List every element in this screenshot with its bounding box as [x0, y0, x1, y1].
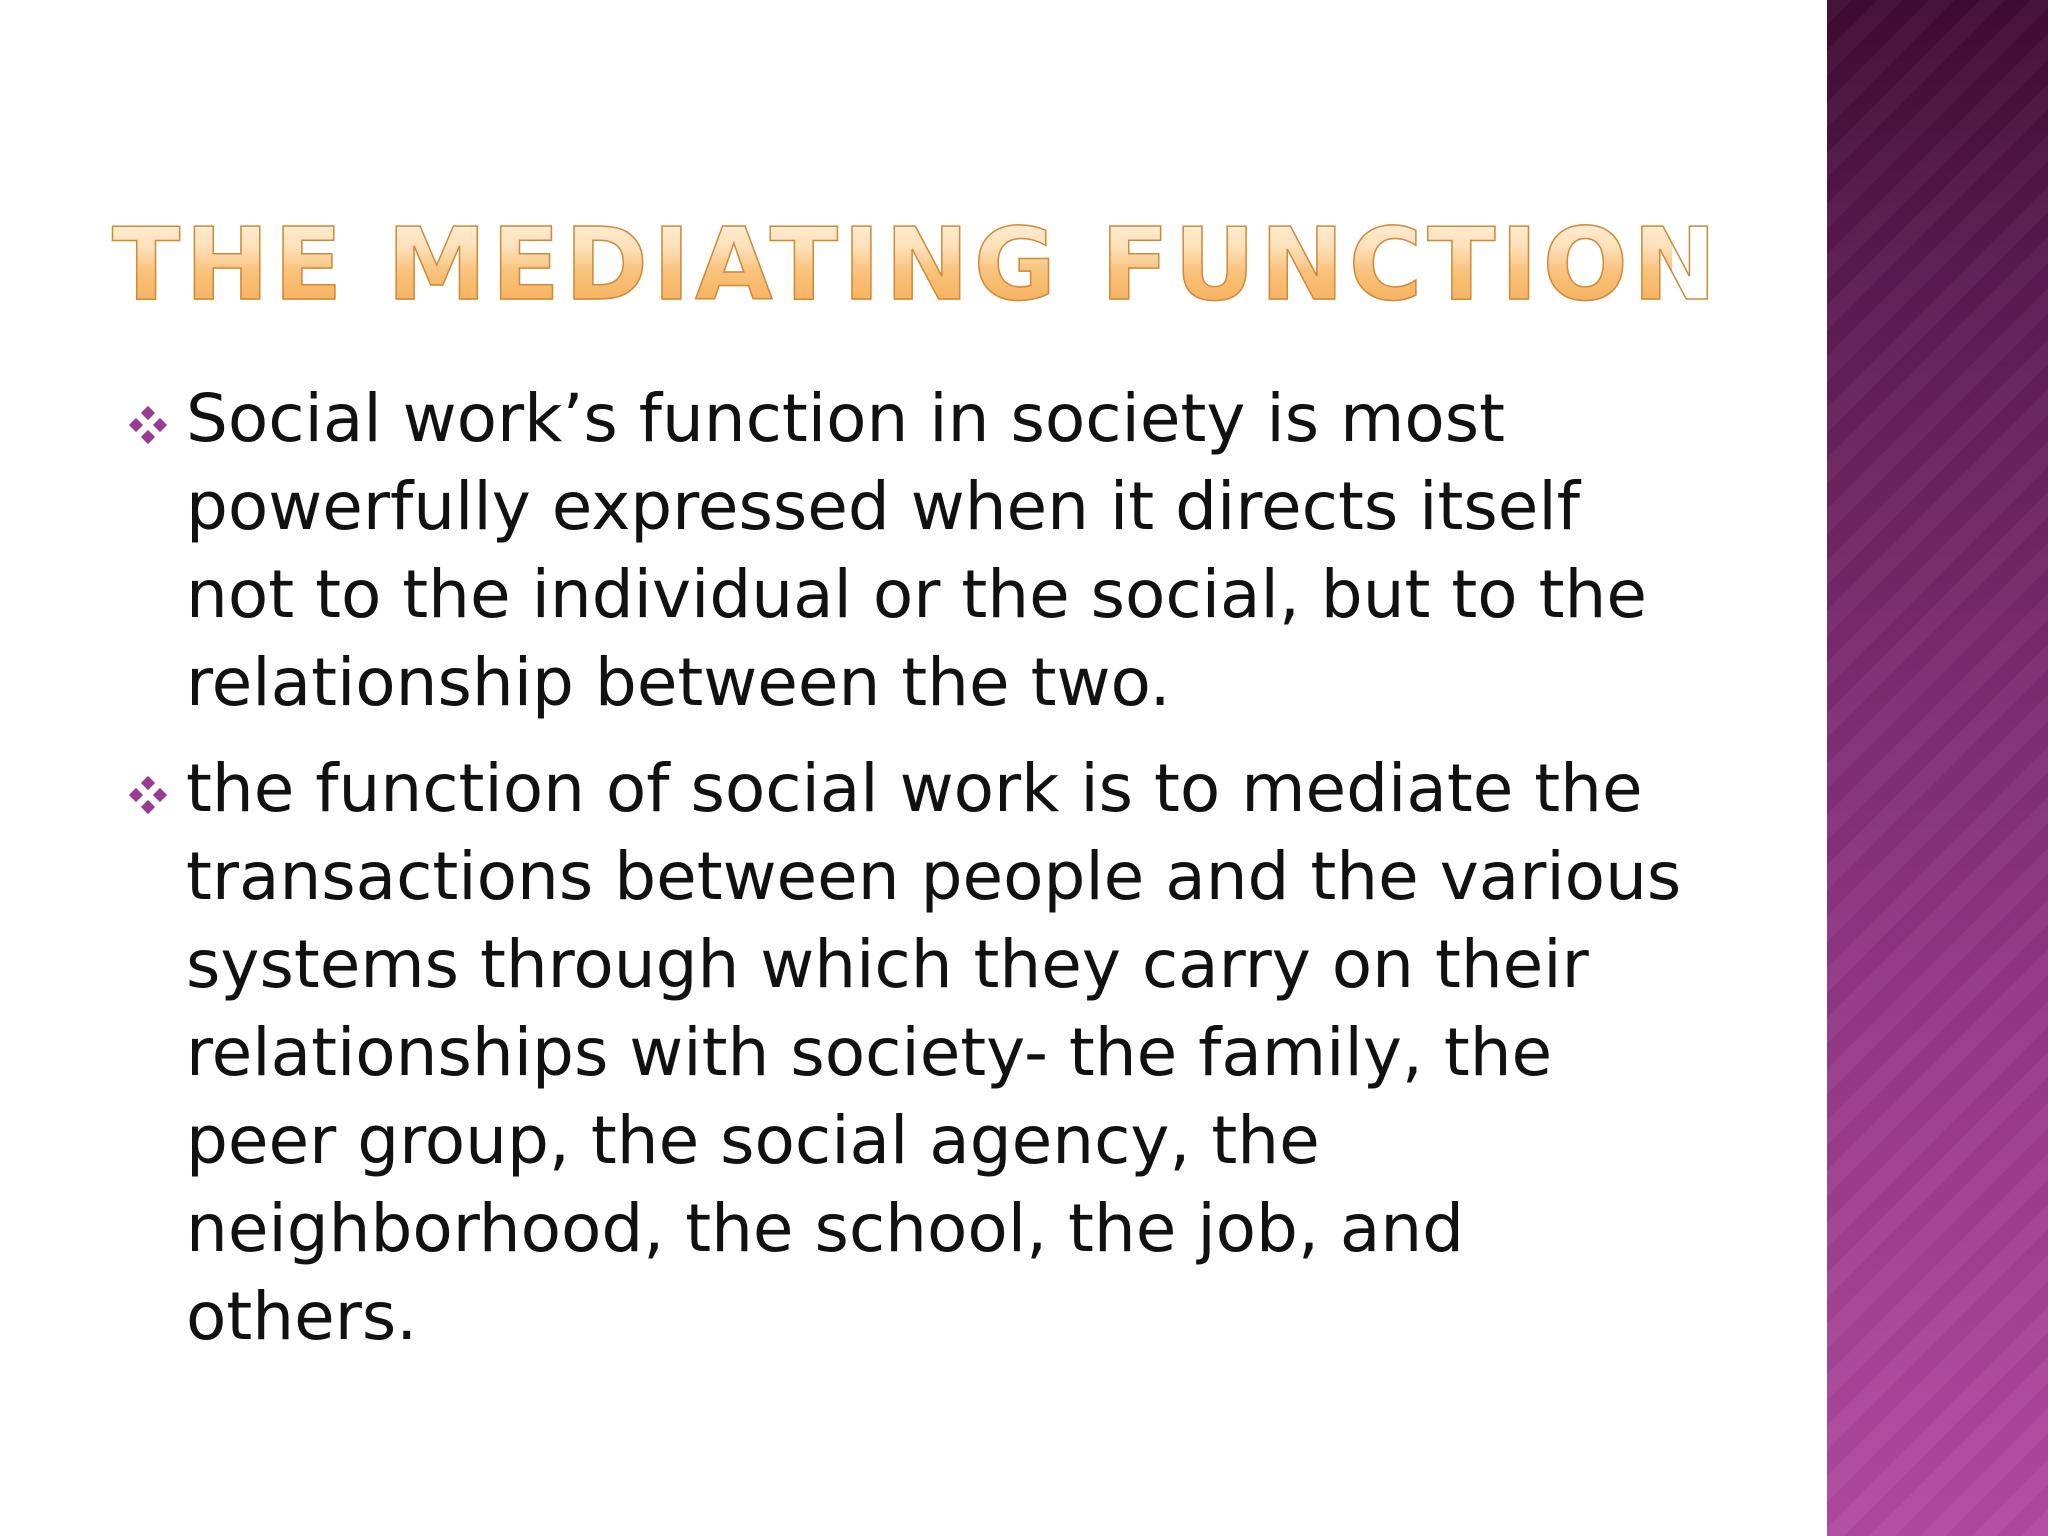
bullet-text: the function of social work is to mediate the transactions between people and the various systems through which they carry on their relationships with society- the family, the peer group, the social agency, the neighborhood, the school, the job, and others. — [186, 750, 1682, 1355]
diamond-cluster-icon — [128, 405, 168, 445]
bullet-item — [120, 745, 1700, 1361]
diamond-cluster-icon — [128, 775, 168, 815]
bullet-item — [120, 375, 1700, 727]
slide-content — [120, 375, 1700, 1379]
slide-title: THE MEDIATING FUNCTION — [112, 206, 1722, 323]
decorative-side-band — [1827, 0, 2048, 1536]
bullet-text: Social work’s function in society is most powerfully expressed when it directs itself not to the individual or the social, but to the relationship between the two. — [186, 380, 1647, 721]
